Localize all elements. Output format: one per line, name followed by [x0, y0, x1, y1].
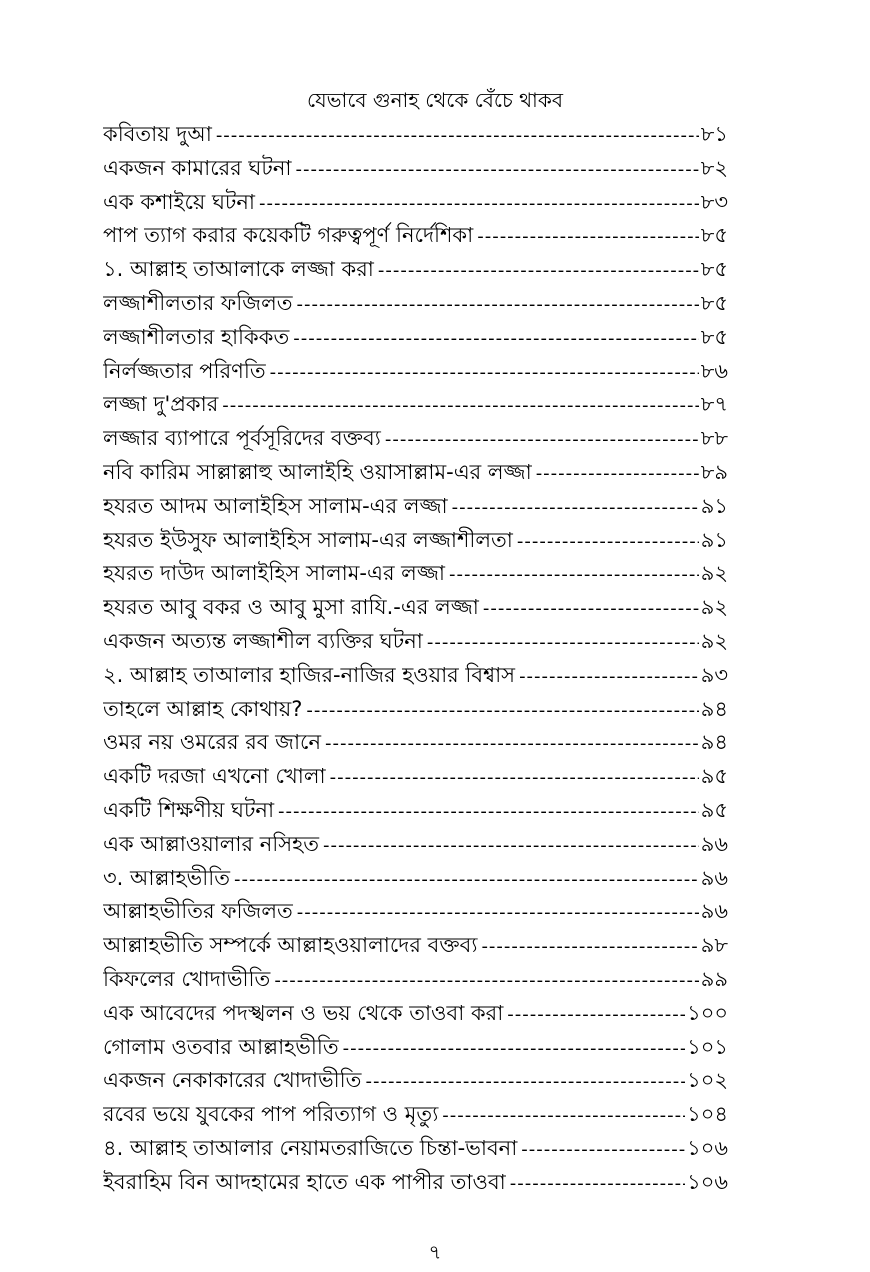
toc-entry-title: একটি দরজা এখনো খোলা — [103, 764, 326, 789]
toc-dot-leader — [427, 626, 699, 659]
toc-entry-page: ৮৭ — [700, 392, 728, 417]
toc-entry-title: এক কশাইয়ে ঘটনা — [103, 189, 255, 214]
toc-entry-title: তাহলে আল্লাহ কোথায়? — [103, 696, 303, 721]
toc-dot-leader — [259, 187, 699, 220]
toc-entry — [103, 422, 728, 456]
toc-dot-leader — [295, 153, 698, 186]
toc-entry — [103, 1031, 728, 1065]
toc-dot-leader — [323, 829, 699, 862]
toc-entry — [103, 186, 728, 220]
toc-entry-page: ৯২ — [700, 561, 728, 586]
toc-dot-leader — [306, 694, 698, 727]
toc-entry — [103, 760, 728, 794]
toc-entry-title: লজ্জাশীলতার ফজিলত — [103, 290, 293, 315]
toc-dot-leader — [325, 727, 699, 760]
toc-entry-page: ৮৯ — [700, 459, 728, 484]
table-of-contents — [103, 118, 728, 1200]
toc-dot-leader — [343, 1032, 685, 1065]
toc-entry — [103, 997, 728, 1031]
toc-dot-leader — [510, 1167, 685, 1200]
toc-entry-page: ৯৬ — [700, 865, 728, 890]
toc-entry-title: নবি কারিম সাল্লাল্লাহু আলাইহি ওয়াসাল্লাম-এর লজ্জা — [103, 459, 532, 484]
toc-entry — [103, 794, 728, 828]
toc-entry-title: হযরত আবু বকর ও আবু মুসা রাযি.-এর লজ্জা — [103, 595, 479, 620]
toc-entry — [103, 659, 728, 693]
toc-dot-leader — [296, 288, 698, 321]
toc-entry — [103, 929, 728, 963]
toc-entry-title: লজ্জা দু'প্রকার — [103, 392, 219, 417]
toc-entry-title: হযরত আদম আলাইহিস সালাম-এর লজ্জা — [103, 493, 448, 518]
toc-dot-leader — [452, 491, 699, 524]
toc-dot-leader — [365, 1065, 685, 1098]
toc-entry — [103, 118, 728, 152]
toc-entry-page: ৯৯ — [700, 966, 728, 991]
toc-entry-page: ১০৬ — [687, 1135, 728, 1160]
toc-entry-page: ৮৫ — [700, 223, 728, 248]
toc-entry — [103, 1098, 728, 1132]
toc-entry — [103, 456, 728, 490]
toc-dot-leader — [234, 863, 699, 896]
toc-entry-page: ৮৫ — [700, 257, 728, 282]
toc-entry-title: ৪. আল্লাহ তাআলার নেয়ামতরাজিতে চিন্তা-ভাবনা — [103, 1135, 518, 1160]
toc-entry — [103, 355, 728, 389]
toc-entry — [103, 726, 728, 760]
toc-entry — [103, 287, 728, 321]
toc-entry-title: একটি শিক্ষণীয় ঘটনা — [103, 797, 275, 822]
toc-dot-leader — [477, 220, 699, 253]
toc-entry — [103, 1166, 728, 1200]
toc-entry — [103, 862, 728, 896]
toc-dot-leader — [481, 930, 698, 963]
toc-dot-leader — [222, 389, 698, 422]
toc-entry-page: ৯৬ — [700, 831, 728, 856]
toc-entry — [103, 625, 728, 659]
toc-entry-page: ৯৪ — [700, 696, 728, 721]
toc-entry-page: ৮২ — [700, 155, 728, 180]
toc-entry-title: ১. আল্লাহ তাআলাকে লজ্জা করা — [103, 257, 374, 282]
toc-entry-title: রবের ভয়ে যুবকের পাপ পরিত্যাগ ও মৃত্যু — [103, 1102, 439, 1127]
toc-entry-title: নির্লজ্জতার পরিণতি — [103, 358, 266, 383]
toc-dot-leader — [278, 795, 699, 828]
toc-entry-page: ১০১ — [687, 1034, 728, 1059]
toc-dot-leader — [293, 322, 699, 355]
toc-entry-page: ৮৮ — [700, 426, 728, 451]
toc-dot-leader — [270, 356, 699, 389]
toc-dot-leader — [536, 457, 699, 490]
toc-dot-leader — [385, 423, 699, 456]
toc-entry-title: একজন অত্যন্ত লজ্জাশীল ব্যক্তির ঘটনা — [103, 628, 423, 653]
toc-entry — [103, 895, 728, 929]
toc-dot-leader — [519, 660, 699, 693]
toc-entry-title: একজন কামারের ঘটনা — [103, 155, 292, 180]
toc-entry — [103, 557, 728, 591]
toc-entry-title: হযরত দাউদ আলাইহিস সালাম-এর লজ্জা — [103, 561, 445, 586]
toc-entry — [103, 1132, 728, 1166]
toc-entry-title: লজ্জার ব্যাপারে পূর্বসূরিদের বক্তব্য — [103, 426, 381, 451]
toc-entry-page: ৯৮ — [700, 933, 728, 958]
toc-dot-leader — [483, 592, 699, 625]
toc-entry — [103, 963, 728, 997]
toc-entry-title: একজন নেকাকারের খোদাভীতি — [103, 1068, 362, 1093]
toc-entry-title: ২. আল্লাহ তাআলার হাজির-নাজির হওয়ার বিশ্বাস — [103, 662, 516, 687]
toc-dot-leader — [517, 525, 699, 558]
toc-entry-title: ৩. আল্লাহভীতি — [103, 865, 230, 890]
toc-entry — [103, 490, 728, 524]
toc-entry-page: ৯৫ — [700, 764, 728, 789]
toc-entry-page: ৮৫ — [700, 324, 728, 349]
toc-entry-page: ৯১ — [700, 527, 728, 552]
toc-entry-page: ৯৩ — [700, 662, 728, 687]
toc-entry-page: ৮৬ — [700, 358, 728, 383]
toc-entry-title: গোলাম ওতবার আল্লাহভীতি — [103, 1034, 339, 1059]
toc-entry-page: ৯৫ — [700, 797, 728, 822]
toc-entry-title: পাপ ত্যাগ করার কয়েকটি গরুত্বপূর্ণ নির্দেশিকা — [103, 223, 474, 248]
toc-dot-leader — [297, 896, 699, 929]
toc-dot-leader — [378, 254, 699, 287]
toc-entry-page: ১০৬ — [687, 1169, 728, 1194]
page-header: যেভাবে গুনাহ থেকে বেঁচে থাকব — [307, 88, 563, 112]
toc-entry — [103, 388, 728, 422]
toc-entry-page: ৮১ — [700, 122, 728, 146]
toc-dot-leader — [521, 1133, 685, 1166]
toc-dot-leader — [449, 558, 699, 591]
toc-entry — [103, 152, 728, 186]
toc-entry — [103, 828, 728, 862]
toc-entry-title: কবিতায় দুআ — [103, 122, 212, 146]
toc-entry-page: ৮৫ — [700, 290, 728, 315]
toc-entry — [103, 321, 728, 355]
toc-entry-title: ইবরাহিম বিন আদহামের হাতে এক পাপীর তাওবা — [103, 1169, 506, 1194]
page-number: ৭ — [428, 1240, 442, 1264]
toc-entry-title: লজ্জাশীলতার হাকিকত — [103, 324, 290, 349]
toc-entry-title: হযরত ইউসুফ আলাইহিস সালাম-এর লজ্জাশীলতা — [103, 527, 513, 552]
toc-entry-page: ৯২ — [700, 595, 728, 620]
toc-entry-title: কিফলের খোদাভীতি — [103, 966, 271, 991]
toc-entry-page: ৯২ — [700, 628, 728, 653]
toc-entry-page: ১০৪ — [687, 1102, 728, 1127]
toc-entry — [103, 1064, 728, 1098]
toc-entry — [103, 253, 728, 287]
toc-entry-title: আল্লাহভীতির ফজিলত — [103, 899, 293, 924]
toc-entry-title: আল্লাহভীতি সম্পর্কে আল্লাহওয়ালাদের বক্তব্য — [103, 933, 478, 958]
toc-dot-leader — [216, 119, 699, 152]
toc-dot-leader — [507, 998, 685, 1031]
toc-entry — [103, 693, 728, 727]
toc-entry-page: ৯৬ — [700, 899, 728, 924]
toc-entry-title: এক আবেদের পদস্খলন ও ভয় থেকে তাওবা করা — [103, 1000, 504, 1025]
toc-entry-title: এক আল্লাওয়ালার নসিহত — [103, 831, 319, 856]
toc-entry-page: ৯৪ — [700, 730, 728, 755]
toc-entry — [103, 591, 728, 625]
toc-dot-leader — [442, 1099, 685, 1132]
toc-entry — [103, 219, 728, 253]
toc-entry-page: ৯১ — [700, 493, 728, 518]
toc-entry-page: ৮৩ — [700, 189, 728, 214]
toc-dot-leader — [330, 761, 699, 794]
toc-entry-page: ১০০ — [687, 1000, 728, 1025]
toc-entry — [103, 524, 728, 558]
toc-entry-page: ১০২ — [687, 1068, 728, 1093]
toc-dot-leader — [274, 964, 698, 997]
toc-entry-title: ওমর নয় ওমরের রব জানে — [103, 730, 322, 755]
